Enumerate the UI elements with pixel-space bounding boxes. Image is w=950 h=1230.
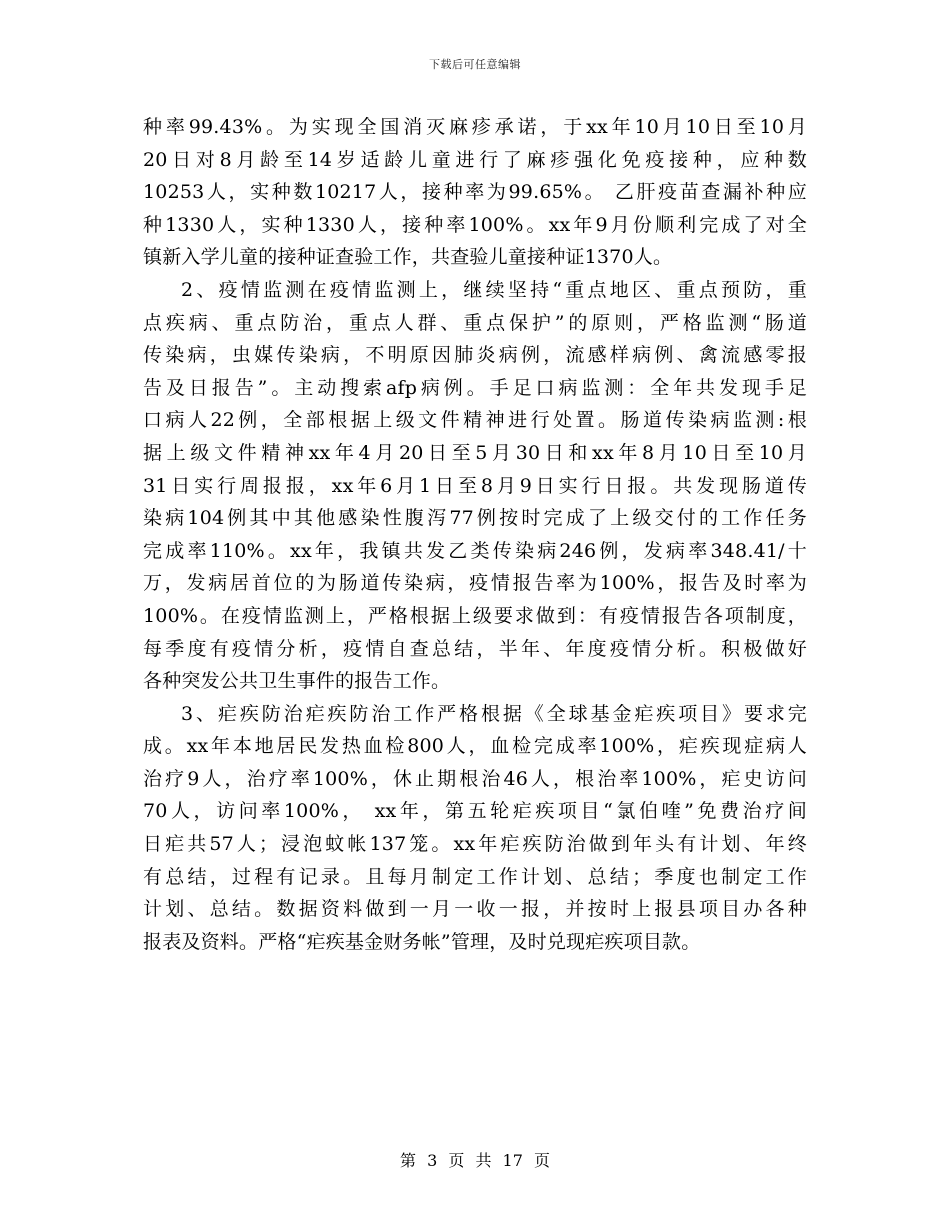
body-text-line: 万，发病居首位的为肠道传染病，疫情报告率为100%，报告及时率为 [143, 572, 807, 595]
body-text-line: 100%。在疫情监测上，严格根据上级要求做到：有疫情报告各项制度， [143, 604, 807, 627]
body-text-line: 口病人22例，全部根据上级文件精神进行处置。肠道传染病监测:根 [143, 409, 807, 432]
body-text-line: 传染病，虫媒传染病，不明原因肺炎病例，流感样病例、禽流感零报 [143, 344, 807, 367]
body-text-line: 治疗9人，治疗率100%，休止期根治46人，根治率100%，疟史访问 [143, 767, 807, 790]
page-header: 下载后可任意编辑 [429, 58, 521, 71]
body-text-line: 有总结，过程有记录。且每月制定工作计划、总结；季度也制定工作 [143, 865, 807, 888]
body-text-line: 20日对8月龄至14岁适龄儿童进行了麻疹强化免疫接种，应种数 [143, 148, 807, 171]
body-text-line: 染病104例其中其他感染性腹泻77例按时完成了上级交付的工作任务 [143, 507, 807, 530]
document-body [143, 111, 807, 958]
page-footer: 第 3 页 共 17 页 [400, 1151, 550, 1170]
body-text-line: 2、疫情监测在疫情监测上，继续坚持“重点地区、重点预防，重 [181, 278, 807, 301]
body-text-line: 31日实行周报报，xx年6月1日至8月9日实行日报。共发现肠道传 [143, 474, 807, 497]
body-text-line: 日疟共57人；浸泡蚊帐137笼。xx年疟疾防治做到年头有计划、年终 [143, 833, 807, 856]
body-text-line: 镇新入学儿童的接种证查验工作，共查验儿童接种证1370人。 [143, 246, 673, 269]
body-text-line: 报表及资料。严格“疟疾基金财务帐”管理，及时兑现疟疾项目款。 [143, 930, 701, 953]
body-text-line: 完成率110%。xx年，我镇共发乙类传染病246例，发病率348.41/十 [143, 539, 807, 562]
body-text-line: 点疾病、重点防治，重点人群、重点保护”的原则，严格监测“肠道 [143, 311, 807, 334]
body-text-line: 据上级文件精神xx年4月20日至5月30日和xx年8月10日至10月 [143, 441, 807, 464]
body-text-line: 种率99.43%。为实现全国消灭麻疹承诺，于xx年10月10日至10月 [143, 116, 807, 138]
body-text-line: 3、疟疾防治疟疾防治工作严格根据《全球基金疟疾项目》要求完 [181, 702, 807, 725]
body-text-line: 种1330人，实种1330人，接种率100%。xx年9月份顺利完成了对全 [143, 213, 807, 236]
body-text-line: 每季度有疫情分析，疫情自查总结，半年、年度疫情分析。积极做好 [143, 637, 807, 660]
body-text-line: 10253人，实种数10217人，接种率为99.65%。 乙肝疫苗查漏补种应 [143, 181, 807, 204]
body-text-line: 70人，访问率100%， xx年，第五轮疟疾项目“氯伯喹”免费治疗间 [143, 800, 807, 823]
body-text-line: 计划、总结。数据资料做到一月一收一报，并按时上报县项目办各种 [143, 898, 807, 921]
body-text-line: 成。xx年本地居民发热血检800人，血检完成率100%，疟疾现症病人 [143, 735, 807, 758]
body-text-line: 告及日报告”。主动搜索afp病例。手足口病监测：全年共发现手足 [143, 376, 807, 399]
body-text-line: 各种突发公共卫生事件的报告工作。 [143, 670, 451, 693]
